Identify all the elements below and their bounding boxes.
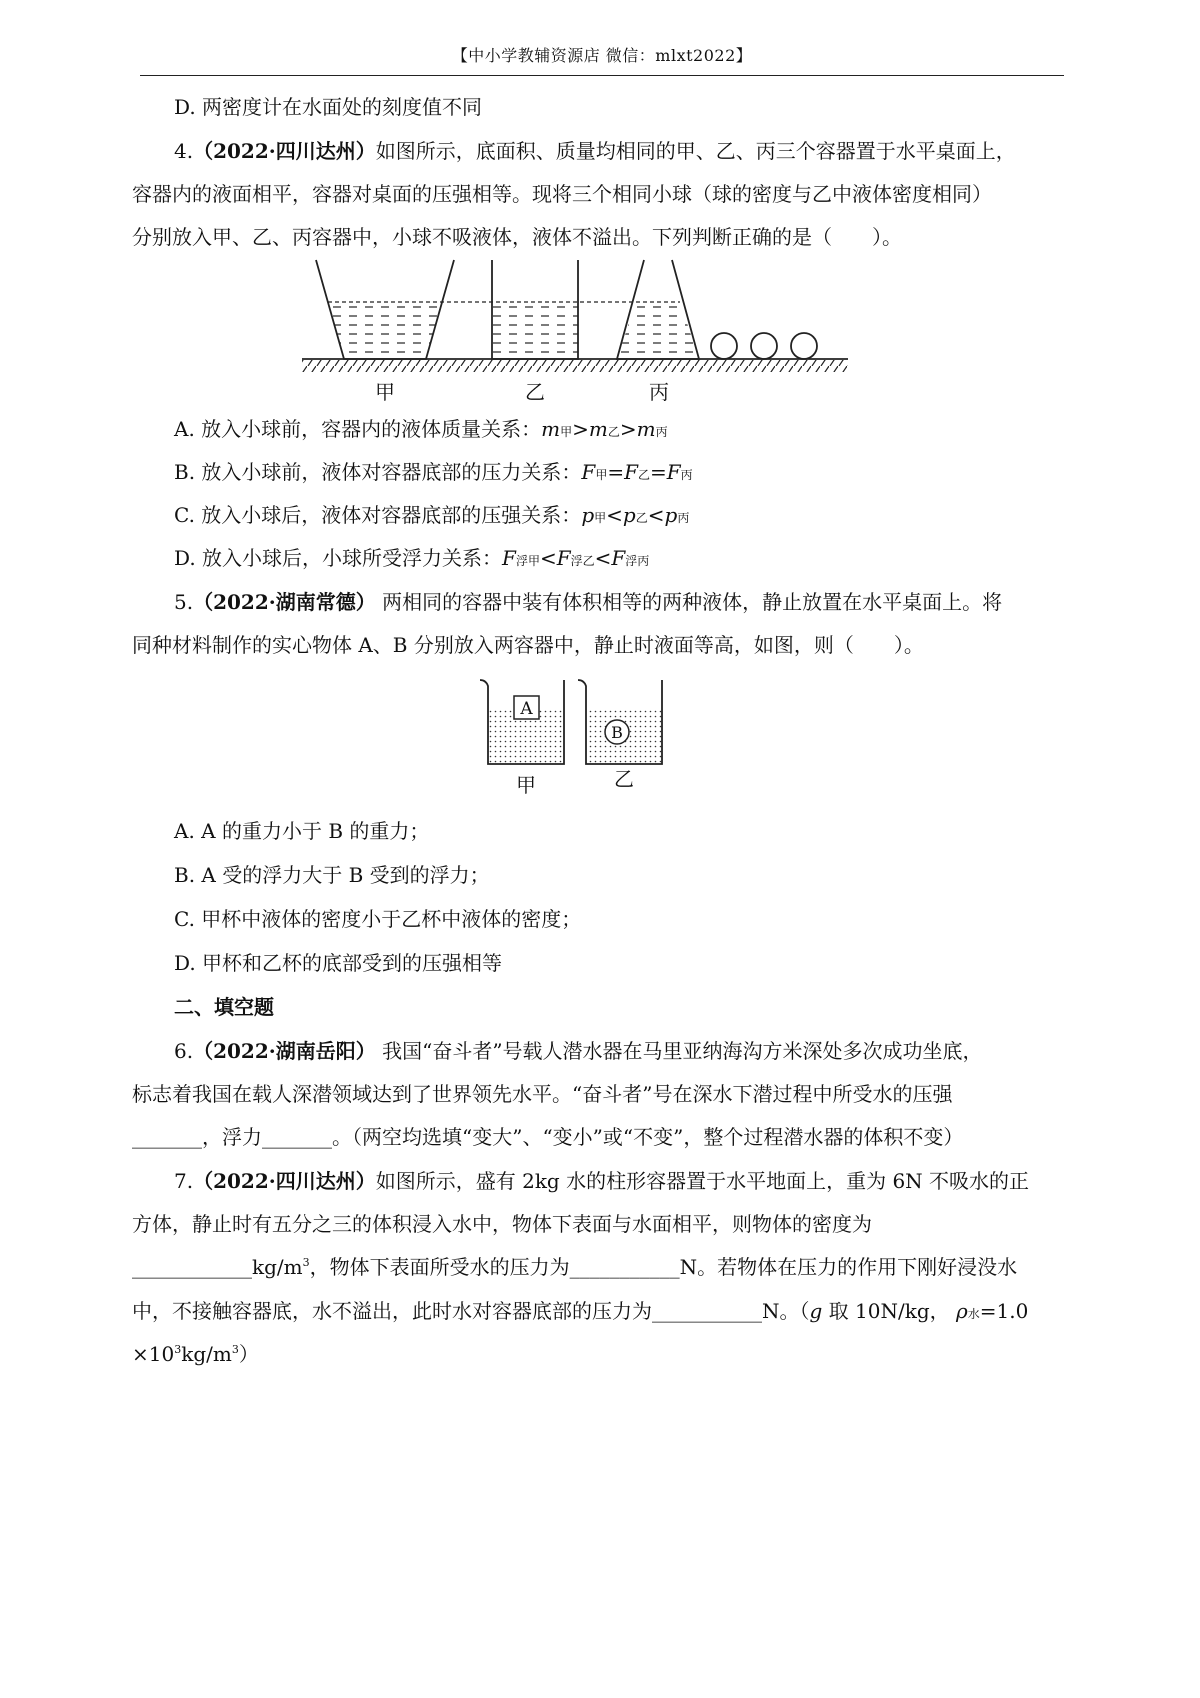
q5-label-jia: 甲 [516, 773, 536, 797]
section-heading-fill-in: 二、填空题 [174, 995, 274, 1019]
container-yi-liquid [492, 302, 578, 359]
q5-option-a: A. A 的重力小于 B 的重力； [174, 819, 430, 843]
sym: p [664, 503, 678, 527]
q7-text1: 如图所示，盛有 2kg 水的柱形容器置于水平地面上，重为 6N 不吸水的正 [375, 1169, 1030, 1193]
sub: 浮丙 [625, 554, 650, 568]
table-hatching [302, 360, 848, 372]
q7-blank-density: ____________ [132, 1255, 252, 1279]
sym: ρ [956, 1299, 968, 1323]
unit: kg/m [181, 1342, 232, 1366]
container-jia-liquid [328, 302, 442, 359]
sym: F [624, 460, 638, 484]
text: 中，不接触容器底，水不溢出，此时水对容器底部的压力为 [132, 1299, 652, 1323]
q4-label-bing: 丙 [649, 380, 669, 404]
q4-figure-three-containers [298, 258, 858, 408]
rel: < [594, 546, 612, 570]
sym: p [581, 503, 595, 527]
object-b-label: B [611, 723, 623, 742]
sub: 甲 [594, 511, 607, 525]
q6-line1 [174, 1038, 983, 1064]
sym: m [636, 417, 656, 441]
q4-option-c [174, 502, 689, 531]
sym: F [502, 546, 516, 570]
q5-source: （2022·湖南常德） [193, 590, 376, 614]
q4-stem-line1 [174, 138, 1016, 164]
sym: g [809, 1299, 823, 1323]
q5-stem-line2: 同种材料制作的实心物体 A、B 分别放入两容器中，静止时液面等高，如图，则（ ）。 [132, 633, 924, 657]
sub: 乙 [635, 511, 648, 525]
sym: m [588, 417, 608, 441]
sub: 丙 [680, 468, 693, 482]
q6-number: 6. [174, 1039, 194, 1063]
sub: 丙 [655, 425, 668, 439]
ball-2 [751, 333, 777, 359]
q5-number: 5. [174, 590, 194, 614]
q4-option-b [174, 459, 693, 488]
sym: F [666, 460, 681, 484]
sub: 浮甲 [515, 554, 540, 568]
q7-line3 [132, 1254, 1017, 1284]
rel: = [607, 460, 625, 484]
sym: p [622, 503, 636, 527]
text: N。若物体在压力的作用下刚好浸没水 [679, 1255, 1018, 1279]
q6-line2: 标志着我国在载人深潜领域达到了世界领先水平。“奋斗者”号在深水下潜过程中所受水的压强 [132, 1082, 953, 1106]
q4-option-c-text: C. 放入小球后，液体对容器底部的压强关系： [174, 503, 582, 527]
q5-option-d: D. 甲杯和乙杯的底部受到的压强相等 [174, 951, 503, 975]
q4-label-yi: 乙 [525, 380, 545, 404]
rel: > [572, 417, 589, 441]
text: N。（ [762, 1299, 810, 1323]
q4-number: 4. [174, 139, 194, 163]
q4-option-b-text: B. 放入小球前，液体对容器底部的压力关系： [174, 460, 582, 484]
q7-line1 [174, 1168, 1029, 1194]
q5-option-c: C. 甲杯中液体的密度小于乙杯中液体的密度； [174, 907, 582, 931]
q4-option-a-text: A. 放入小球前，容器内的液体质量关系： [174, 417, 542, 441]
q6-source: （2022·湖南岳阳） [193, 1039, 376, 1063]
q7-line4 [132, 1298, 1028, 1327]
q4-stem-text1: 如图所示，底面积、质量均相同的甲、乙、丙三个容器置于水平桌面上， [375, 139, 1016, 163]
sub: 水 [967, 1307, 980, 1321]
exp: 3 [174, 1343, 182, 1356]
sym: m [541, 417, 561, 441]
sub: 乙 [637, 468, 650, 482]
object-a-label: A [520, 699, 533, 719]
unit: kg/m [252, 1255, 303, 1279]
q4-option-a [174, 416, 668, 445]
sym: F [556, 546, 571, 570]
text: 取 10N/kg， [822, 1299, 956, 1323]
rel: < [606, 503, 623, 527]
q6-line3: _______，浮力_______。（两空均选填“变大”、“变小”或“不变”，整个过程潜水器的体积不变） [132, 1125, 964, 1149]
q5-figure-two-beakers [478, 674, 688, 804]
ball-1 [711, 333, 737, 359]
q7-line5 [132, 1341, 259, 1371]
q4-source: （2022·四川达州） [193, 139, 376, 163]
q4-stem-line2: 容器内的液面相平，容器对桌面的压强相等。现将三个相同小球（球的密度与乙中液体密度相同） [132, 182, 992, 206]
q5-stem-text1: 两相同的容器中装有体积相等的两种液体，静止放置在水平桌面上。将 [375, 590, 1003, 614]
text: =1.0 [979, 1299, 1029, 1323]
sub: 丙 [677, 511, 690, 525]
q4-option-d [174, 545, 649, 574]
rel: < [539, 546, 557, 570]
q7-blank-pressure-force: ___________ [569, 1255, 680, 1279]
text: ×10 [132, 1342, 175, 1366]
rel: < [647, 503, 665, 527]
rel: > [619, 417, 637, 441]
q5-label-yi: 乙 [614, 767, 634, 791]
q3-option-d: D. 两密度计在水面处的刻度值不同 [174, 95, 483, 119]
sub: 甲 [560, 425, 573, 439]
q7-number: 7. [174, 1169, 194, 1193]
q7-blank-bottom-force: ___________ [652, 1299, 762, 1323]
sym: F [611, 546, 626, 570]
text: ，物体下表面所受水的压力为 [309, 1255, 570, 1279]
sym: F [581, 460, 596, 484]
q6-text1: 我国“奋斗者”号载人潜水器在马里亚纳海沟方米深处多次成功坐底， [375, 1039, 983, 1063]
rel: = [650, 460, 667, 484]
exp: 3 [231, 1343, 239, 1356]
sub: 浮乙 [570, 554, 595, 568]
text: ） [238, 1342, 259, 1366]
q5-stem-line1 [174, 589, 1002, 615]
header-rule [140, 75, 1064, 76]
ball-3 [791, 333, 817, 359]
q7-line2: 方体，静止时有五分之三的体积浸入水中，物体下表面与水面相平，则物体的密度为 [132, 1212, 872, 1236]
q4-option-d-text: D. 放入小球后，小球所受浮力关系： [174, 546, 503, 570]
sub: 甲 [595, 468, 608, 482]
q4-stem-line3: 分别放入甲、乙、丙容器中，小球不吸液体，液体不溢出。下列判断正确的是（ ）。 [132, 225, 902, 249]
q4-label-jia: 甲 [375, 380, 395, 404]
q5-option-b: B. A 受的浮力大于 B 受到的浮力； [174, 863, 490, 887]
page-header: 【中小学教辅资源店 微信：mlxt2022】 [451, 46, 753, 65]
q7-source: （2022·四川达州） [193, 1169, 376, 1193]
sub: 乙 [607, 425, 620, 439]
exp: 3 [302, 1256, 310, 1269]
